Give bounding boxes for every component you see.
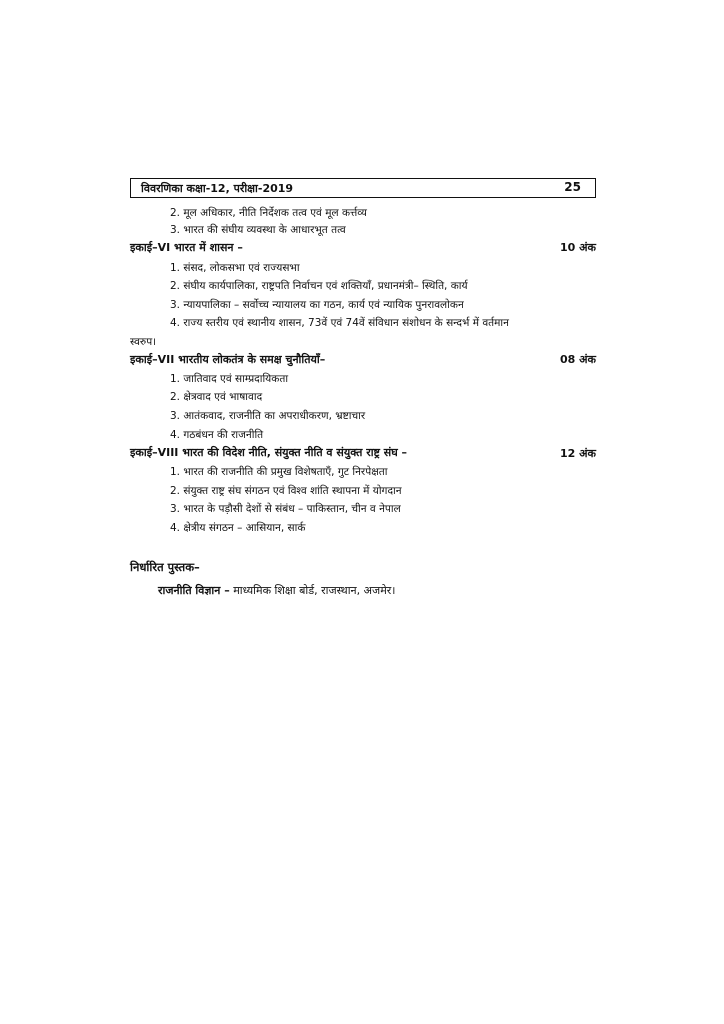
list-item: 3. न्यायपालिका – सर्वोच्च न्यायालय का गठन, कार्य एवं न्यायिक पुनरावलोकन	[170, 299, 464, 311]
unit-title: इकाई–VI भारत में शासन –	[130, 241, 243, 254]
list-item: 1. भारत की राजनीति की प्रमुख विशेषताएँ, गुट निरपेक्षता	[170, 466, 388, 478]
unit-title: इकाई–VIII भारत की विदेश नीति, संयुक्त नीति व संयुक्त राष्ट्र संघ –	[130, 446, 408, 459]
unit-marks: 08 अंक	[560, 353, 596, 366]
book-publisher: माध्यमिक शिक्षा बोर्ड, राजस्थान, अजमेर।	[229, 584, 396, 597]
list-item: 4. राज्य स्तरीय एवं स्थानीय शासन, 73वें एवं 74वें संविधान संशोधन के सन्दर्भ में वर्तमान	[170, 317, 509, 329]
list-item: 2. क्षेत्रवाद एवं भाषावाद	[170, 391, 263, 403]
books-heading: निर्धारित पुस्तक–	[130, 560, 200, 574]
unit-marks: 12 अंक	[560, 447, 596, 460]
list-item: 2. मूल अधिकार, नीति निर्देशक तत्व एवं मूल कर्त्तव्य	[170, 207, 367, 219]
list-item: 4. क्षेत्रीय संगठन – आसियान, सार्क	[170, 522, 306, 534]
list-item: 3. आतंकवाद, राजनीति का अपराधीकरण, भ्रष्टाचार	[170, 410, 366, 422]
list-item: 4. गठबंधन की राजनीति	[170, 429, 264, 441]
page-number: 25	[564, 180, 581, 194]
book-title: राजनीति विज्ञान –	[158, 584, 230, 597]
list-item: 1. जातिवाद एवं साम्प्रदायिकता	[170, 373, 289, 385]
unit-title: इकाई–VII भारतीय लोकतंत्र के समक्ष चुनौतियाँ–	[130, 353, 326, 366]
list-item: 1. संसद, लोकसभा एवं राज्यसभा	[170, 262, 300, 274]
list-item: 2. संघीय कार्यपालिका, राष्ट्रपति निर्वाचन एवं शक्तियाँ, प्रधानमंत्री– स्थिति, कार्य	[170, 280, 468, 292]
list-item: 3. भारत के पड़ौसी देशों से संबंध – पाकिस्तान, चीन व नेपाल	[170, 503, 401, 515]
list-item: 3. भारत की संघीय व्यवस्था के आधारभूत तत्व	[170, 224, 346, 236]
header-title: विवरणिका कक्षा-12, परीक्षा-2019	[141, 182, 294, 195]
list-item-continuation: स्वरुप।	[130, 336, 157, 348]
list-item: 2. संयुक्त राष्ट्र संघ संगठन एवं विश्व शांति स्थापना में योगदान	[170, 485, 402, 497]
page-header	[130, 178, 596, 198]
unit-marks: 10 अंक	[560, 241, 596, 254]
book-entry	[158, 584, 395, 598]
